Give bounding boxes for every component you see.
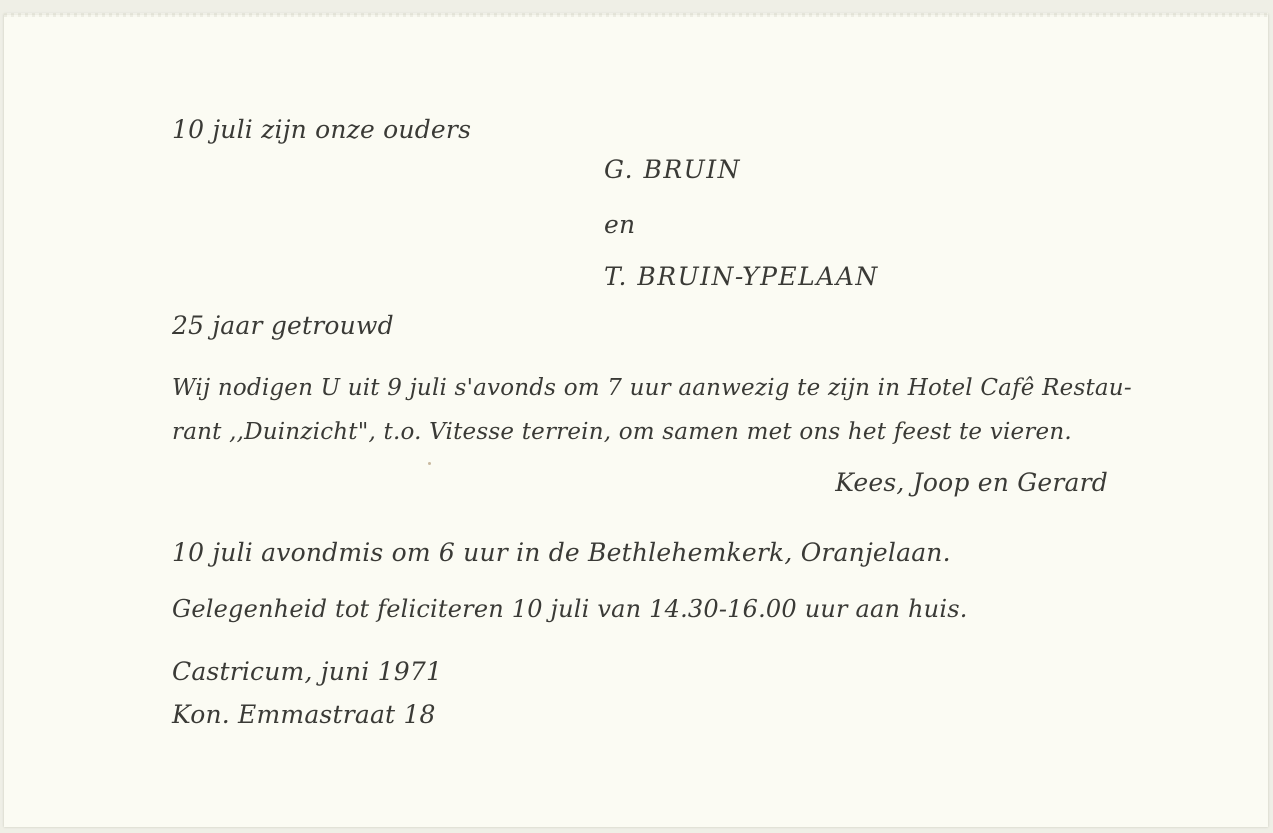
deckled-edge — [4, 13, 1268, 17]
children-signature: Kees, Joop en Gerard — [835, 468, 1108, 497]
anniversary-line: 25 jaar getrouwd — [172, 311, 394, 340]
place-date: Castricum, juni 1971 — [172, 657, 443, 686]
wife-name: T. BRUIN-YPELAAN — [604, 262, 879, 291]
husband-name: G. BRUIN — [604, 155, 741, 184]
paper-speck — [428, 462, 431, 465]
invitation-text-line-1: Wij nodigen U uit 9 juli s'avonds om 7 uur aanwezig te zijn in Hotel Cafê Restau- — [172, 375, 1132, 401]
conjunction: en — [604, 210, 636, 239]
address: Kon. Emmastraat 18 — [172, 700, 436, 729]
mass-line: 10 juli avondmis om 6 uur in de Bethlehemkerk, Oranjelaan. — [172, 538, 951, 567]
invitation-card — [4, 14, 1268, 827]
intro-line: 10 juli zijn onze ouders — [172, 115, 472, 144]
reception-line: Gelegenheid tot feliciteren 10 juli van 14.30-16.00 uur aan huis. — [172, 595, 968, 623]
invitation-text-line-2: rant ,,Duinzicht", t.o. Vitesse terrein, om samen met ons het feest te vieren. — [172, 419, 1072, 445]
